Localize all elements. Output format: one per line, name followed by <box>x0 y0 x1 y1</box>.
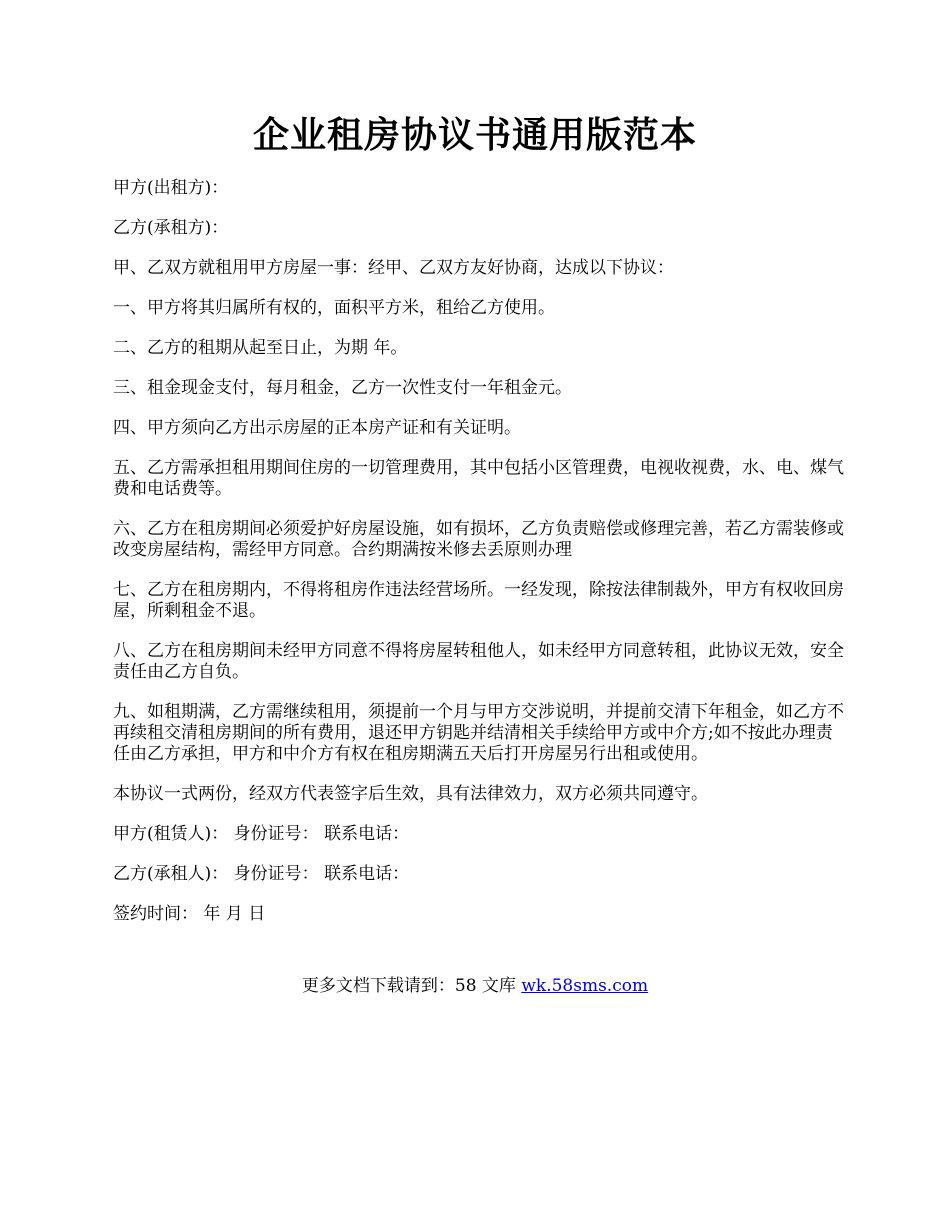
clause-7: 七、乙方在租房期内，不得将租房作违法经营场所。一经发现，除按法律制裁外，甲方有权收回房屋，所剩租金不退。 <box>113 580 844 621</box>
clause-8: 八、乙方在租房期间未经甲方同意不得将房屋转租他人，如未经甲方同意转租，此协议无效，安全责任由乙方自负。 <box>113 641 844 682</box>
footer-link[interactable]: wk.58sms.com <box>521 976 649 996</box>
document-body <box>113 178 845 944</box>
clause-5: 五、乙方需承担租用期间住房的一切管理费用，其中包括小区管理费，电视收视费，水、电、煤气费和电话费等。 <box>113 458 844 499</box>
lessee-signature-line: 乙方(承租人)： 身份证号： 联系电话： <box>113 864 410 884</box>
party-b-line: 乙方(承租方)： <box>113 218 229 238</box>
document-title: 企业租房协议书通用版范本 <box>252 114 697 156</box>
clause-2: 二、乙方的租期从起至日止，为期 年。 <box>113 338 408 358</box>
effect-statement: 本协议一式两份，经双方代表签字后生效，具有法律效力，双方必须共同遵守。 <box>113 784 708 804</box>
lessor-signature-line: 甲方(租赁人)： 身份证号： 联系电话： <box>113 824 410 844</box>
clause-9: 九、如租期满，乙方需继续租用，须提前一个月与甲方交涉说明，并提前交清下年租金，如乙方不再续租交清租房期间的所有费用，退还甲方钥匙并结清相关手续给甲方或中介方;如不按此办理责任由乙方承担，甲方和中介方有权在租房期满五天后打开房屋另行出租或使用。 <box>113 702 844 764</box>
clause-1: 一、甲方将其归属所有权的，面积平方米，租给乙方使用。 <box>113 298 555 318</box>
party-a-line: 甲方(出租方)： <box>113 178 229 198</box>
clause-6: 六、乙方在租房期间必须爱护好房屋设施，如有损坏，乙方负责赔偿或修理完善，若乙方需装修或改变房屋结构，需经甲方同意。合约期满按米修去丢原则办理 <box>113 519 844 560</box>
clause-4: 四、甲方须向乙方出示房屋的正本房产证和有关证明。 <box>113 418 521 438</box>
signing-date-line: 签约时间： 年 月 日 <box>113 904 266 924</box>
clause-3: 三、租金现金支付，每月租金，乙方一次性支付一年租金元。 <box>113 378 572 398</box>
footer-text: 更多文档下载请到：58 文库 <box>301 976 522 996</box>
agreement-intro: 甲、乙双方就租用甲方房屋一事：经甲、乙双方友好协商，达成以下协议： <box>113 258 674 278</box>
download-footer <box>0 975 950 997</box>
